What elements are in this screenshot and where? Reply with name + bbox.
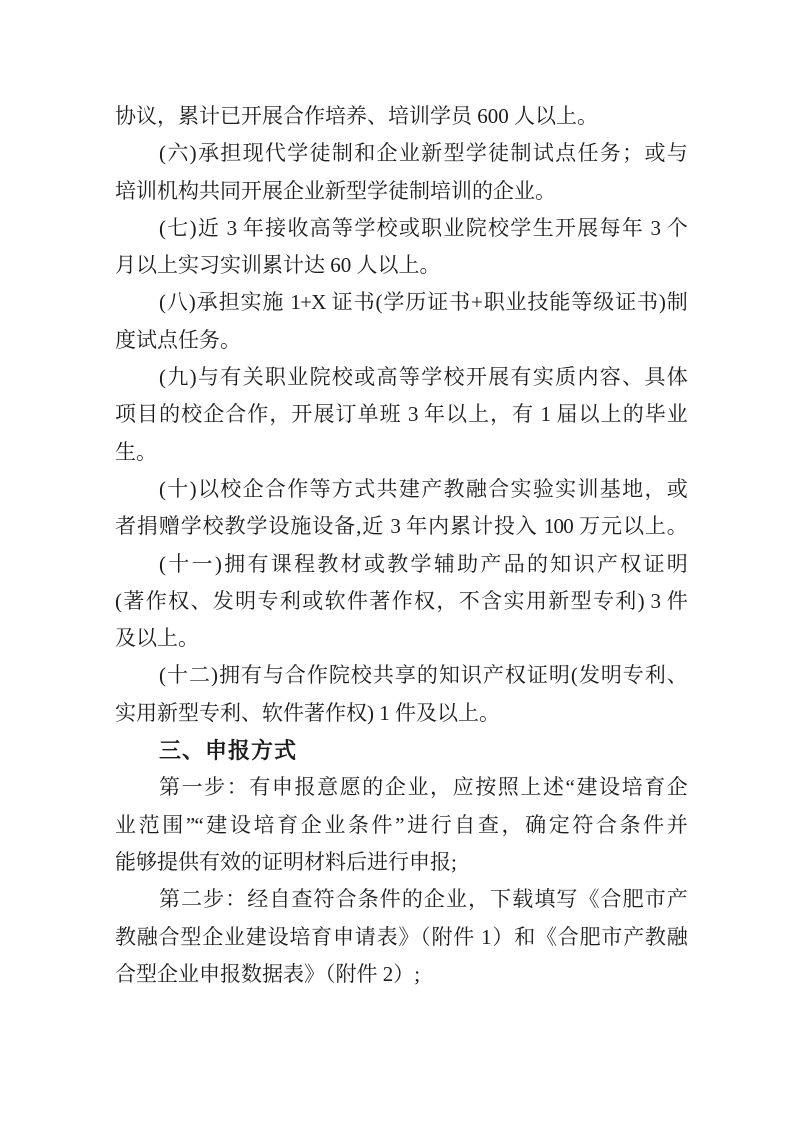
text-line: (六)承担现代学徒制和企业新型学徒制试点任务；或与 [159,141,687,166]
text-line: 业范围”“建设培育企业条件”进行自查，确定符合条件并 [115,812,687,837]
text-line: 合型企业申报数据表》（附件 2）; [115,961,421,986]
text-line: 实用新型专利、软件著作权) 1 件及以上。 [115,700,500,725]
text-line: 第一步：有申报意愿的企业，应按照上述“建设培育企 [159,775,687,800]
text-line: 教融合型企业建设培育申请表》（附件 1）和《合肥市产教融 [115,924,687,949]
text-line: 能够提供有效的证明材料后进行申报; [115,849,457,874]
text-line: (七)近 3 年接收高等学校或职业院校学生开展每年 3 个 [159,215,687,240]
text-line: 协议，累计已开展合作培养、培训学员 600 人以上。 [115,104,598,128]
text-line: 及以上。 [115,626,199,651]
text-line: 者捐赠学校教学设施设备,近 3 年内累计投入 100 万元以上。 [115,514,687,539]
text-line: (著作权、发明专利或软件著作权，不含实用新型专利) 3 件 [115,588,687,613]
text-line: (九)与有关职业院校或高等学校开展有实质内容、具体 [159,365,687,390]
text-line: (十一)拥有课程教材或教学辅助产品的知识产权证明 [159,551,687,576]
section-heading: 三、申报方式 [159,738,298,764]
text-line: (十二)拥有与合作院校共享的知识产权证明(发明专利、 [159,663,687,688]
text-line: 培训机构共同开展企业新型学徒制培训的企业。 [115,178,556,203]
text-line: (十)以校企合作等方式共建产教融合实验实训基地，或 [159,476,687,501]
text-line: 月以上实习实训累计达 60 人以上。 [115,253,441,278]
text-line: (八)承担实施 1+X 证书(学历证书+职业技能等级证书)制 [159,290,687,315]
text-column [115,98,687,993]
text-line: 度试点任务。 [115,327,241,352]
text-line: 生。 [115,439,157,464]
text-line: 项目的校企合作，开展订单班 3 年以上，有 1 届以上的毕业 [115,402,687,427]
text-line: 第二步：经自查符合条件的企业，下载填写《合肥市产 [159,887,687,912]
